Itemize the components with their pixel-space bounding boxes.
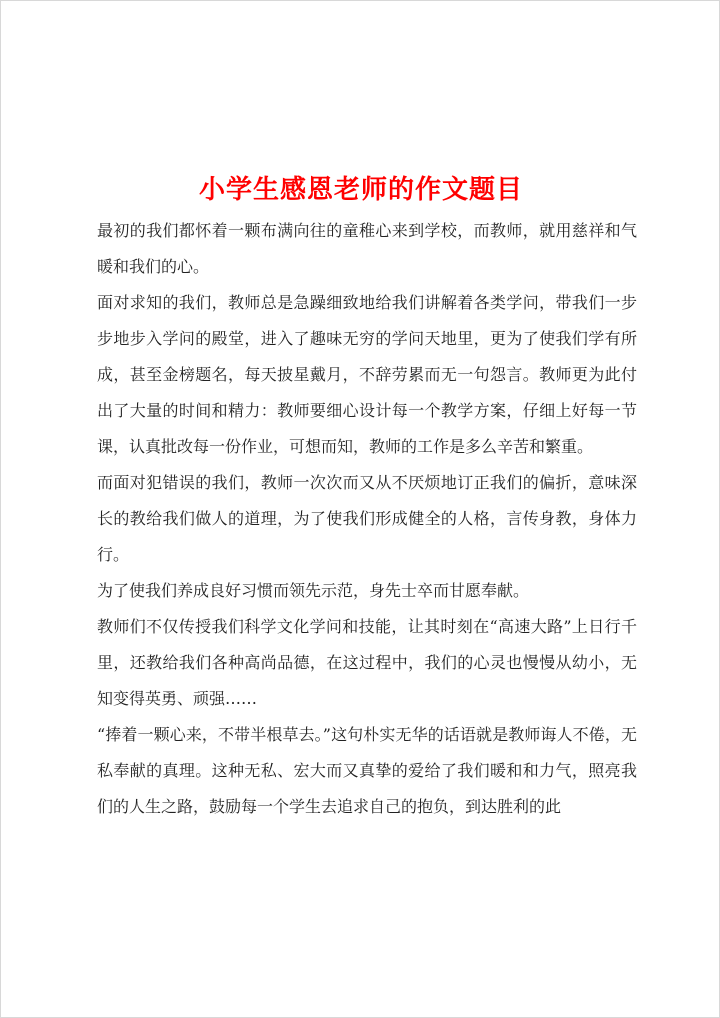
paragraph-5: 教师们不仅传授我们科学文化学问和技能，让其时刻在“高速大路”上日行千里，还教给我们各种高尚品德，在这过程中，我们的心灵也慢慢从幼小，无知变得英勇、顽强……: [97, 617, 637, 708]
paragraph-2: 面对求知的我们，教师总是急躁细致地给我们讲解着各类学问，带我们一步步地步入学问的殿堂，进入了趣味无穷的学问天地里，更为了使我们学有所成，甚至金榜题名，每天披星戴月，不辞劳累而无一句怨言。教师更为此付出了大量的时间和精力：教师要细心设计每一个教学方案，仔细上好每一节课，认真批改每一份作业，可想而知，教师的工作是多么辛苦和繁重。: [97, 293, 637, 456]
paragraph-3: 而面对犯错误的我们，教师一次次而又从不厌烦地订正我们的偏折，意味深长的教给我们做人的道理，为了使我们形成健全的人格，言传身教，身体力行。: [97, 473, 637, 564]
paragraph-1: 最初的我们都怀着一颗布满向往的童稚心来到学校，而教师，就用慈祥和气暖和我们的心。: [97, 221, 637, 276]
document-title: 小学生感恩老师的作文题目: [198, 175, 523, 206]
document-body: [97, 213, 637, 825]
paragraph-6: “捧着一颗心来，不带半根草去。”这句朴实无华的话语就是教师诲人不倦，无私奉献的真理。这种无私、宏大而又真挚的爱给了我们暖和和力气，照亮我们的人生之路，鼓励每一个学生去追求自己的抱负，到达胜利的此: [97, 725, 637, 816]
paragraph-4: 为了使我们养成良好习惯而领先示范，身先士卒而甘愿奉献。: [97, 581, 530, 600]
